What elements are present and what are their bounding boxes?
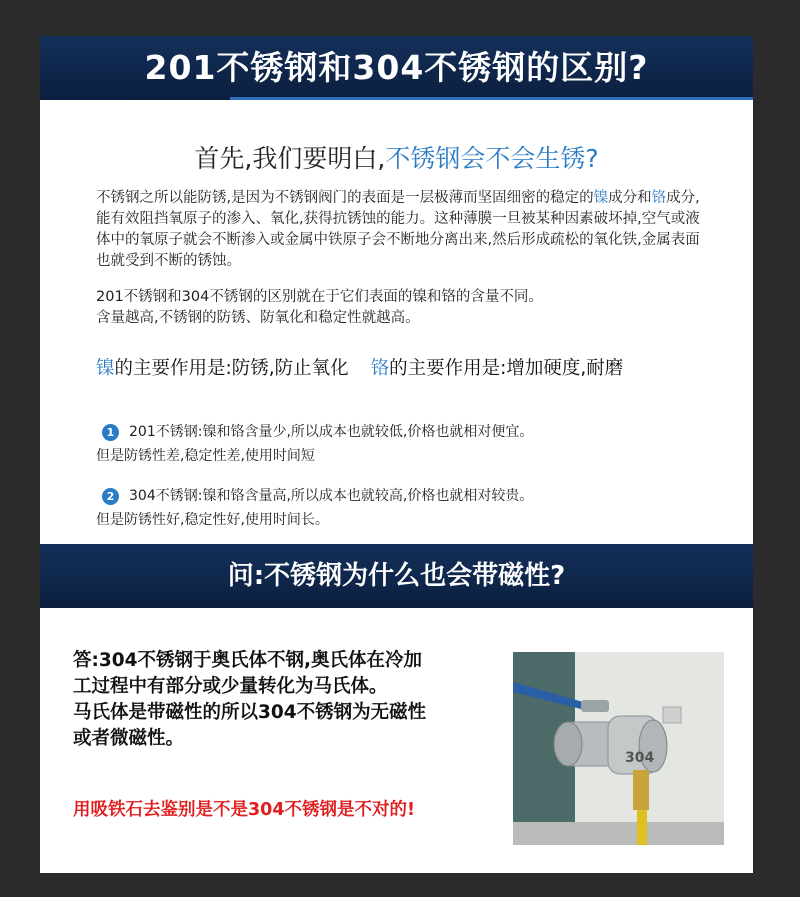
p1-part1: 不锈钢之所以能防锈,是因为不锈钢阀门的表面是一层极薄而坚固细密的稳定的 xyxy=(96,190,594,206)
roles-chromium-role: 的主要作用是:增加硬度,耐磨 xyxy=(389,358,624,379)
answer-line3: 马氏体是带磁性的所以304不锈钢为无磁性 xyxy=(73,702,427,723)
roles-nickel-role: 的主要作用是:防锈,防止氧化 xyxy=(114,358,349,379)
p1-part2: 成分和 xyxy=(608,190,652,206)
roles-chromium: 铬 xyxy=(370,358,390,379)
content-panel xyxy=(40,36,753,873)
intro-highlight: 不锈钢会不会生锈? xyxy=(385,144,599,173)
answer-text xyxy=(73,648,508,752)
roles-nickel: 镍 xyxy=(96,358,115,379)
list-item xyxy=(96,420,716,468)
list-item xyxy=(96,484,716,532)
header-title: 201不锈钢和304不锈钢的区别? xyxy=(144,48,649,87)
number-badge-icon: 1 xyxy=(102,424,119,441)
answer-line4: 或者微磁性。 xyxy=(73,728,185,749)
valve-marking: 304 xyxy=(625,750,655,766)
valve-photo xyxy=(513,652,724,845)
number-badge-icon: 2 xyxy=(102,488,119,505)
intro-heading xyxy=(40,139,753,175)
item2-line2: 但是防锈性好,稳定性好,使用时间长。 xyxy=(96,512,329,528)
p1-nickel: 镍 xyxy=(593,190,609,206)
difference-paragraph xyxy=(96,287,708,329)
header-underline xyxy=(230,97,753,100)
element-roles xyxy=(96,354,623,380)
rust-explanation-paragraph xyxy=(96,188,708,272)
p1-chromium: 铬 xyxy=(651,190,667,206)
answer-line2: 工过程中有部分或少量转化为马氏体。 xyxy=(73,676,388,697)
p1-part3: 成分,能有效阻挡氧原子的渗入、氧化,获得抗锈蚀的能力。这种薄膜一旦被某种因素破坏掉,空气或液体中的氧原子就会不断渗入或金属中铁原子会不断地分离出来,然后形成疏松的氧化铁,金属表面也就受到不断的锈蚀。 xyxy=(96,190,700,269)
answer-line1: 答:304不锈钢于奥氏体不钢,奥氏体在冷加 xyxy=(73,650,423,671)
question-banner xyxy=(40,544,753,608)
warning-text: 用吸铁石去鉴别是不是304不锈钢是不对的! xyxy=(73,800,416,820)
item1-line1: 201不锈钢:镍和铬含量少,所以成本也就较低,价格也就相对便宜。 xyxy=(129,424,534,440)
item2-line1: 304不锈钢:镍和铬含量高,所以成本也就较高,价格也就相对较贵。 xyxy=(129,488,534,504)
question-title: 问:不锈钢为什么也会带磁性? xyxy=(227,561,566,591)
header-banner xyxy=(40,36,753,100)
intro-prefix: 首先,我们要明白, xyxy=(194,144,386,173)
p2-line2: 含量越高,不锈钢的防锈、防氧化和稳定性就越高。 xyxy=(96,310,420,326)
p2-line1: 201不锈钢和304不锈钢的区别就在于它们表面的镍和铬的含量不同。 xyxy=(96,289,543,305)
item1-line2: 但是防锈性差,稳定性差,使用时间短 xyxy=(96,448,315,464)
